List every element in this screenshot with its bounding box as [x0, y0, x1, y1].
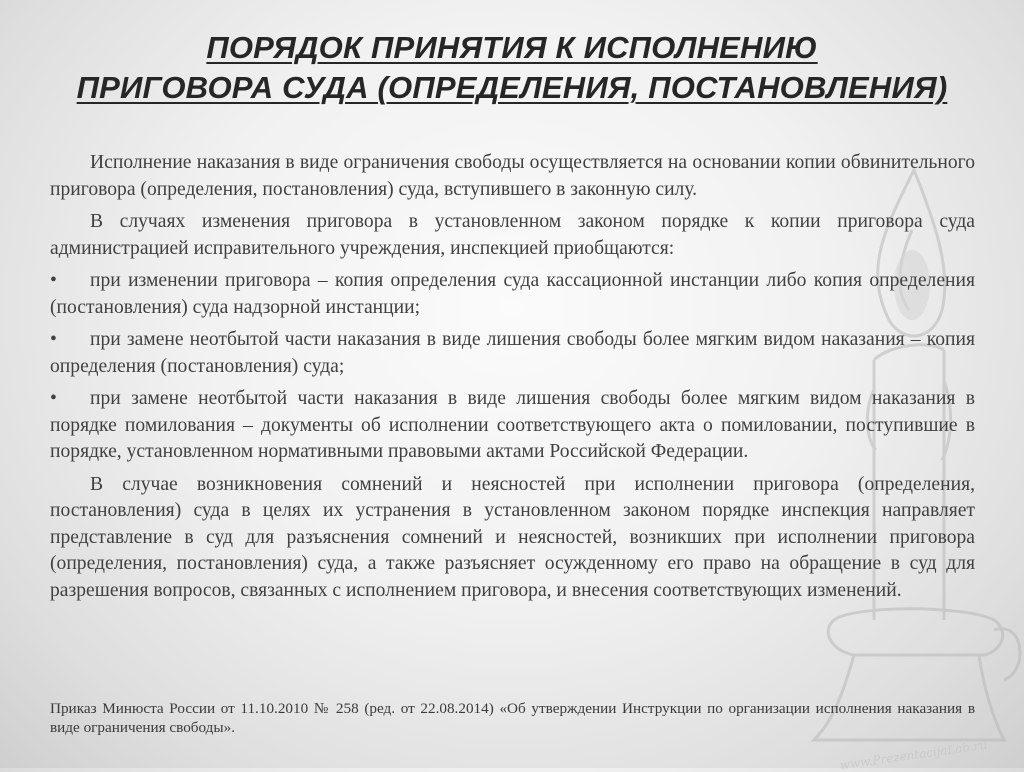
paragraph-1: Исполнение наказания в виде ограничения свободы осуществляется на основании копии обвинительного приговора (определения, постановления) суда, вступившего в законную силу. [50, 152, 975, 200]
list-item [50, 268, 975, 321]
bullet-icon: • [50, 270, 57, 291]
paragraph-2: В случаях изменения приговора в установленном законом порядке к копии приговора суда администрацией исправительного учреждения, инспекцией приобщаются: [50, 211, 975, 259]
slide-body [50, 150, 975, 610]
list-item [50, 386, 975, 466]
watermark-site: www.PrezentacijaLab.ru [838, 737, 989, 772]
bullet-icon: • [50, 388, 57, 409]
list-item-text: при изменении приговора – копия определения суда кассационной инстанции либо копия определения (постановления) суда надзорной инстанции; [50, 270, 975, 318]
list-item [50, 327, 975, 380]
list-item-text: при замене неотбытой части наказания в виде лишения свободы более мягким видом наказания в порядке помилования – документы об исполнении соответствующего акта о помиловании, поступившие в порядке, установленном нормативными правовыми актами Российской Федерации. [50, 388, 975, 462]
bullet-icon: • [50, 329, 57, 350]
slide-title [0, 28, 1024, 108]
title-line-1: ПОРЯДОК ПРИНЯТИЯ К ИСПОЛНЕНИЮ [206, 30, 818, 65]
paragraph-3: В случае возникновения сомнений и неясностей при исполнении приговора (определения, постановления) суда в целях их устранения в установленном законом порядке инспекция направляет представление в суд для разъяснения сомнений и неясностей, возникших при исполнении приговора (определения, постановления) суда, а также разъясняет осужденному его право на обращение в суд для разрешения вопросов, связанных с исполнением приговора, и внесения соответствующих изменений. [50, 473, 975, 601]
title-line-2: ПРИГОВОРА СУДА (ОПРЕДЕЛЕНИЯ, ПОСТАНОВЛЕНИЯ) [76, 70, 948, 105]
list-item-text: при замене неотбытой части наказания в виде лишения свободы более мягким видом наказания – копия определения (постановления) суда; [50, 329, 975, 377]
source-footnote: Приказ Минюста России от 11.10.2010 № 258 (ред. от 22.08.2014) «Об утверждении Инструкции по организации исполнения наказания в виде ограничения свободы». [50, 700, 975, 736]
